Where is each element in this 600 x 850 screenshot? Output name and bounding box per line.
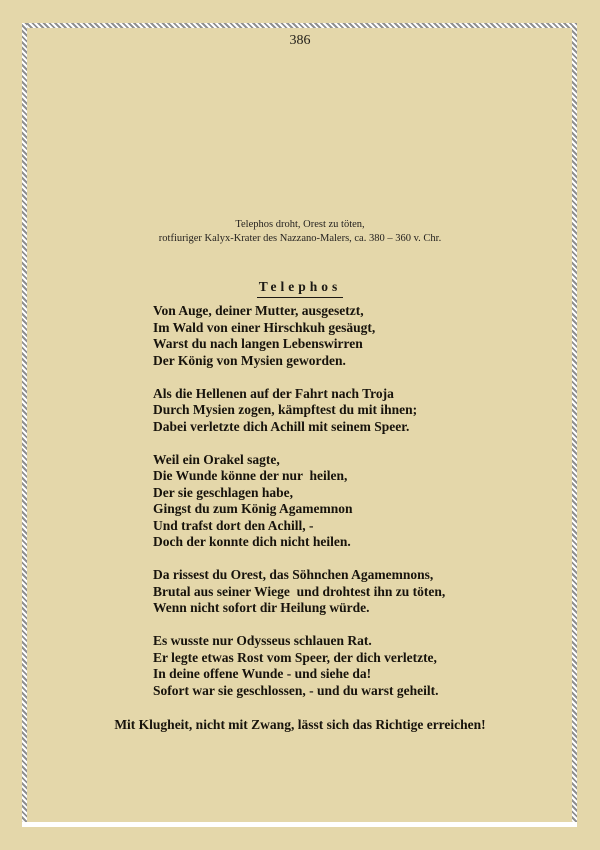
poem-line: Wenn nicht sofort dir Heilung würde.	[153, 600, 370, 615]
border-left-edge	[22, 23, 27, 827]
border-bottom-edge	[22, 822, 577, 827]
caption-line-1: Telephos droht, Orest zu töten,	[235, 219, 365, 230]
poem-line: Er legte etwas Rost vom Speer, der dich verletzte,	[153, 649, 437, 665]
poem-line: Die Wunde könne der nur heilen,	[153, 468, 348, 483]
poem-title: Telephos	[257, 279, 344, 298]
poem-stanza	[153, 303, 445, 369]
poem-line: Gingst du zum König Agamemnon	[153, 501, 353, 516]
poem-stanza	[153, 386, 445, 436]
poem-line: Doch der konnte dich nicht heilen.	[153, 534, 351, 549]
image-caption	[0, 218, 600, 245]
poem-line: Da rissest du Orest, das Söhnchen Agamemnons,	[153, 567, 434, 582]
poem-line: Im Wald von einer Hirschkuh gesäugt,	[153, 319, 376, 335]
poem-line: Als die Hellenen auf der Fahrt nach Troja	[153, 385, 394, 401]
page-number: 386	[289, 33, 311, 48]
poem-stanza	[153, 633, 445, 699]
poem-stanza	[153, 567, 445, 617]
border-right-edge	[572, 23, 577, 827]
caption-line-2: rotfiuriger Kalyx-Krater des Nazzano-Malers, ca. 380 – 360 v. Chr.	[158, 232, 442, 244]
poem-body	[153, 303, 445, 716]
poem-line: Warst du nach langen Lebenswirren	[153, 336, 363, 351]
border-top-edge	[22, 23, 577, 28]
poem-line: Durch Mysien zogen, kämpftest du mit ihnen;	[153, 402, 418, 417]
poem-line: Der König von Mysien geworden.	[153, 352, 346, 368]
moral-line: Mit Klugheit, nicht mit Zwang, lässt sich das Richtige erreichen!	[114, 717, 486, 732]
poem-line: Weil ein Orakel sagte,	[153, 451, 280, 467]
poem-line: Von Auge, deiner Mutter, ausgesetzt,	[153, 303, 364, 318]
poem-stanza	[153, 452, 445, 551]
poem-line: Brutal aus seiner Wiege und drohtest ihn zu töten,	[153, 583, 446, 599]
poem-title-wrap	[0, 278, 600, 298]
poem-line: Der sie geschlagen habe,	[153, 484, 293, 500]
poem-line: Es wusste nur Odysseus schlauen Rat.	[153, 633, 372, 648]
poem-line: Sofort war sie geschlossen, - und du warst geheilt.	[153, 682, 439, 698]
poem-line: Dabei verletzte dich Achill mit seinem Speer.	[153, 418, 410, 434]
poem-line: Und trafst dort den Achill, -	[153, 517, 314, 533]
poem-line: In deine offene Wunde - und siehe da!	[153, 666, 372, 681]
